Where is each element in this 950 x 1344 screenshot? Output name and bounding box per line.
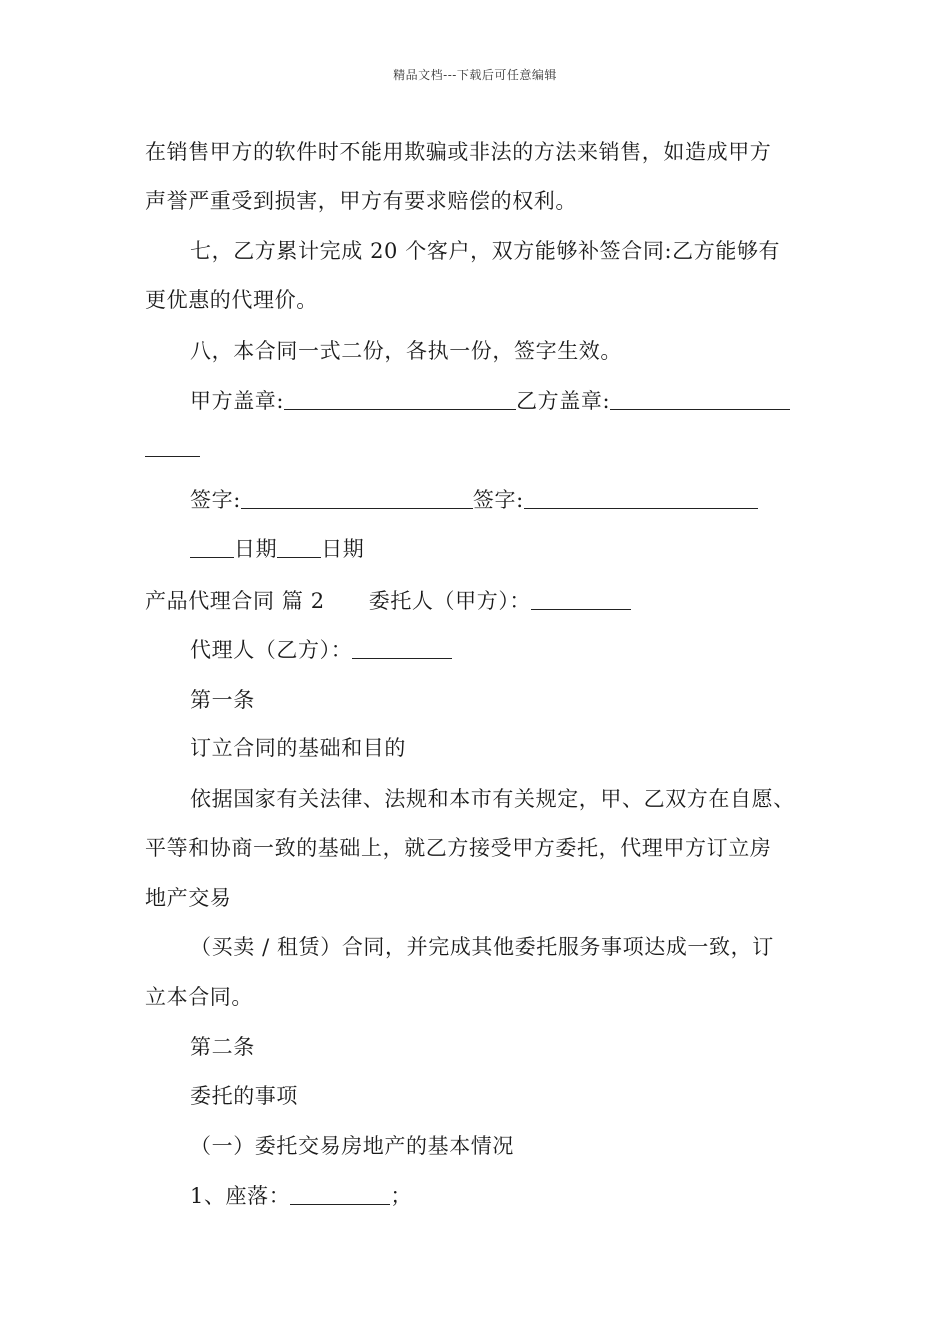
- party-b-seal-blank: [610, 389, 790, 410]
- date-blank-b: [277, 537, 321, 558]
- paragraph-line: 依据国家有关法律、法规和本市有关规定，甲、乙双方在自愿、: [190, 787, 795, 811]
- paragraph-line: （买卖 / 租赁）合同，并完成其他委托服务事项达成一致，订: [190, 935, 774, 959]
- party-b-signature-label: 签字:: [472, 488, 524, 512]
- clause-eight: 八，本合同一式二份，各执一份，签字生效。: [190, 339, 622, 363]
- paragraph-line: 地产交易: [145, 886, 232, 910]
- agent-label: 代理人（乙方）：: [190, 638, 353, 662]
- party-b-seal-label: 乙方盖章:: [516, 389, 611, 413]
- seal-line: [190, 387, 790, 415]
- paragraph-line: 立本合同。: [145, 985, 253, 1009]
- paragraph-line: 声誉严重受到损害，甲方有要求赔偿的权利。: [145, 189, 577, 213]
- subsection-heading: （一）委托交易房地产的基本情况: [190, 1134, 514, 1158]
- principal-label: 委托人（甲方）：: [368, 589, 532, 613]
- article-two-heading: 第二条: [190, 1035, 255, 1059]
- date-label-b: 日期: [321, 537, 365, 561]
- article-one-title: 订立合同的基础和目的: [190, 736, 406, 760]
- seal-line-continuation: [145, 434, 200, 462]
- date-label-a: 日期: [234, 537, 278, 561]
- signature-line: [190, 486, 758, 514]
- location-blank: [290, 1184, 390, 1205]
- paragraph-line: 更优惠的代理价。: [145, 288, 318, 312]
- page-header: 精品文档---下载后可任意编辑: [393, 68, 557, 82]
- principal-blank: [531, 589, 631, 610]
- location-terminator: ；: [390, 1184, 412, 1208]
- party-a-signature-blank: [241, 488, 473, 509]
- date-line: [190, 535, 364, 563]
- party-b-seal-blank-continued: [145, 436, 200, 457]
- date-blank-a: [190, 537, 234, 558]
- agent-line: [190, 636, 452, 664]
- party-a-signature-label: 签字:: [190, 488, 241, 512]
- location-label: 1、座落：: [190, 1184, 291, 1208]
- location-line: [190, 1182, 412, 1210]
- party-a-seal-label: 甲方盖章:: [190, 389, 285, 413]
- party-a-seal-blank: [284, 389, 516, 410]
- agent-blank: [352, 638, 452, 659]
- paragraph-line: 平等和协商一致的基础上，就乙方接受甲方委托，代理甲方订立房: [145, 836, 772, 860]
- clause-seven: 七，乙方累计完成 20 个客户，双方能够补签合同:乙方能够有: [190, 239, 781, 263]
- paragraph-line: 在销售甲方的软件时不能用欺骗或非法的方法来销售，如造成甲方: [145, 140, 772, 164]
- article-one-heading: 第一条: [190, 688, 255, 712]
- contract-title: 产品代理合同 篇 2: [145, 589, 325, 613]
- article-two-title: 委托的事项: [190, 1084, 298, 1108]
- contract-title-line: [145, 587, 631, 615]
- party-b-signature-blank: [524, 488, 758, 509]
